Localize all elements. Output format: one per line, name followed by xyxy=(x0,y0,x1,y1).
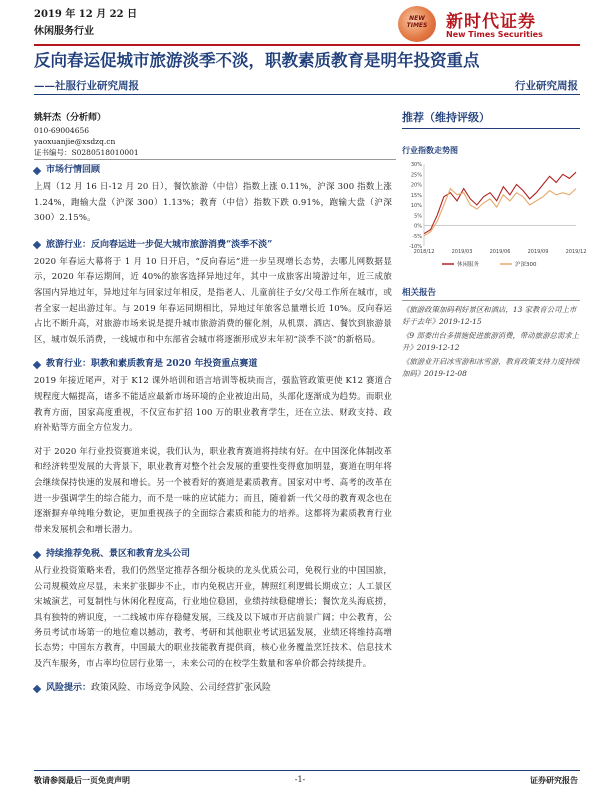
analyst-name: 姚轩杰（分析师） xyxy=(34,113,107,123)
market-review-paragraph: 上周（12 月 16 日-12 月 20 日），餐饮旅游（中信）指数上涨 0.11%，沪深 300 指数上涨 1.24%，跑输大盘（沪深 300）1.13%；教育（中信）指数下跌 0.91%，跑输大盘（沪深 300）2.15%。 xyxy=(34,182,392,224)
y-tick-label: 30% xyxy=(410,162,422,168)
y-tick-label: 5% xyxy=(414,213,422,220)
logo-english-name: New Times Securities xyxy=(446,30,543,39)
analyst-info xyxy=(34,112,234,160)
footer-label: 证券研究报告 xyxy=(530,775,578,785)
legend-label: 沪深300 xyxy=(515,262,537,268)
section-heading-text: 持续推荐免税、景区和教育龙头公司 xyxy=(46,549,191,560)
page-number: -1- xyxy=(294,775,306,784)
section-heading-text: 旅游行业：反向春运进一步促大城市旅游消费“淡季不淡” xyxy=(46,239,273,250)
education-paragraph-2: 对于 2020 年行业投资赛道来说，我们认为，职业教育赛道将持续有好。在中国深化体制改革和经济转型发展的大背景下，职业教育对整个社会发展的重要性变得愈加明显，赛道在明年将会继续保持快速的发展和增长。另一个被看好的赛道是素质教育。国家对中考、高考的改革在进一步强调学生的综合能力，而不是一味的应试能力；而且，随着新一代父母的教育观念也在逐渐摒弃单纯唯分数论，更加重视孩子的全面综合素质和能力的培养。这都将为素质教育行业带来发展机会和增长潜力。 xyxy=(34,446,392,535)
section-heading-text: 风险提示： xyxy=(46,683,92,694)
x-tick-label: 2019/12 xyxy=(565,249,587,255)
logo-emblem-text: NEW TIMES xyxy=(406,15,428,29)
footer-divider xyxy=(34,770,580,771)
report-title: 反向春运促城市旅游淡季不淡，职教素质教育是明年投资重点 xyxy=(34,51,480,70)
section-heading-text: 教育行业：职教和素质教育是 2020 年投资重点赛道 xyxy=(46,359,258,370)
y-tick-label: 25% xyxy=(410,172,422,179)
analyst-email: yaoxuanjie@xsdzq.cn xyxy=(34,137,116,146)
diamond-bullet-icon xyxy=(33,166,41,174)
y-tick-label: 15% xyxy=(410,192,422,199)
section-heading-market xyxy=(34,164,392,177)
analyst-phone: 010-69004656 xyxy=(34,126,90,135)
analyst-cert: 证书编号：S0280518010001 xyxy=(34,147,396,160)
new-times-logo xyxy=(398,6,578,42)
logo-emblem-icon xyxy=(398,6,436,42)
report-body xyxy=(34,164,392,695)
recommend-paragraph: 从行业投资策略来看，我们仍然坚定推荐各细分板块的龙头优质公司，免税行业的中国国旅，公司规模效应尽显，未来扩张脚步不止，市内免税店开业，牌照红利逻辑长期成立；人工景区宋城演艺，可复制性与休闲化程度高，行业地位稳固，业绩持续稳健增长；餐饮龙头海底捞，具有独特的辨识度，一二线城市库存稳健发展，三线及以下城市开店前景广阔；中公教育，公务员考试市场第一的地位难以撼动，教考、考研和其他职业考试迅猛发展，业绩还将维持高增长态势；中国东方教育，中国最大的职业技能教育提供商，核心业务覆盖烹饪技术、信息技术及汽车服务，市占率均位居行业第一，未来公司的在校学生数量和客单价都会持续提升。 xyxy=(34,566,392,669)
legend-label: 休闲服务 xyxy=(457,262,480,268)
y-tick-label: 0% xyxy=(414,223,422,230)
report-type: 行业研究周报 xyxy=(515,80,578,92)
related-report-item[interactable]: 《旅游政策加码利好景区和酒店，13 家教育公司上市好于去年》2019-12-15 xyxy=(402,305,577,326)
chart-title: 行业指数走势图 xyxy=(402,145,458,155)
related-reports-title: 相关报告 xyxy=(402,286,580,301)
x-tick-label: 2019/06 xyxy=(489,249,511,255)
section-heading-text: 市场行情回顾 xyxy=(46,165,101,175)
tourism-paragraph: 2020 年春运大幕将于 1 月 10 日开启，“反向春运”进一步呈现增长态势，去哪儿网数据显示，2020 年春运期间，近 40%的旅客选择异地过年，其中一成旅客出境游过年，近三成旅客国内异地过年，异地过年与回家过年相反，是指老人、儿童前往子女/父母工作所在城市，或者全家一起出游过年。与 2019 年春运同期相比，异地过年旅客总量增长近 10%。反向春运占比不断升高，对旅游市场来说是提升城市旅游消费的催化剂，从机票、酒店、餐饮到旅游景区，城市娱乐消费，一线城市和中东部省会城市将逐渐形成岁末年初“淡季不淡”的新格局。 xyxy=(34,256,392,345)
diamond-bullet-icon xyxy=(33,361,41,369)
related-report-item[interactable]: 《9 部委出台多措施促进旅游消费，带动旅游总需求上升》2019-12-12 xyxy=(402,331,580,352)
section-heading-education xyxy=(34,358,392,371)
diamond-bullet-icon xyxy=(33,551,41,559)
report-sector: 休闲服务行业 xyxy=(34,26,94,37)
report-date: 2019 年 12 月 22 日 xyxy=(34,9,138,20)
diamond-bullet-icon xyxy=(33,241,41,249)
header-divider xyxy=(34,44,580,46)
title-divider xyxy=(34,94,580,95)
related-report-item[interactable]: 《旅游业开启冰雪游和冰雪游，教育政策支持力度持续加码》2019-12-08 xyxy=(402,357,580,378)
series-line-0 xyxy=(424,172,576,234)
series-line-1 xyxy=(424,189,576,236)
x-tick-label: 2019/03 xyxy=(451,249,473,255)
sidebar xyxy=(402,110,587,379)
footer-disclaimer: 敬请参阅最后一页免责声明 xyxy=(34,775,130,785)
y-tick-label: -5% xyxy=(412,233,422,240)
y-tick-label: -10% xyxy=(409,244,422,250)
logo-chinese-name: 新时代证券 xyxy=(446,12,536,32)
x-tick-label: 2019/09 xyxy=(527,249,549,255)
y-tick-label: 10% xyxy=(410,203,422,209)
risk-text: 政策风险、市场竞争风险、公司经营扩张风险 xyxy=(91,683,272,694)
section-heading-recommend xyxy=(34,548,392,561)
education-paragraph-1: 2019 年接近尾声，对于 K12 课外培训和语言培训等板块而言，强监管政策更使 K12 赛道合规程度大幅提高，诸多不能适应最新市场环境的企业被迫出局，头部化逐渐成为趋势。而职业教育方面，国家高度重视，不仅宣布扩招 100 万的职业教育学生，还在立法、财政支持、政府补贴等方面全方位发力。 xyxy=(34,376,392,434)
rating-label: 推荐（维持评级） xyxy=(402,110,580,129)
section-heading-risk xyxy=(34,682,392,695)
x-tick-label: 2018/12 xyxy=(413,249,435,255)
section-heading-tourism xyxy=(34,239,392,252)
industry-index-chart xyxy=(402,160,587,270)
report-subtitle: ——社服行业研究周报 xyxy=(34,80,139,92)
diamond-bullet-icon xyxy=(33,684,41,692)
y-tick-label: 20% xyxy=(410,182,422,189)
header-info xyxy=(34,8,234,39)
